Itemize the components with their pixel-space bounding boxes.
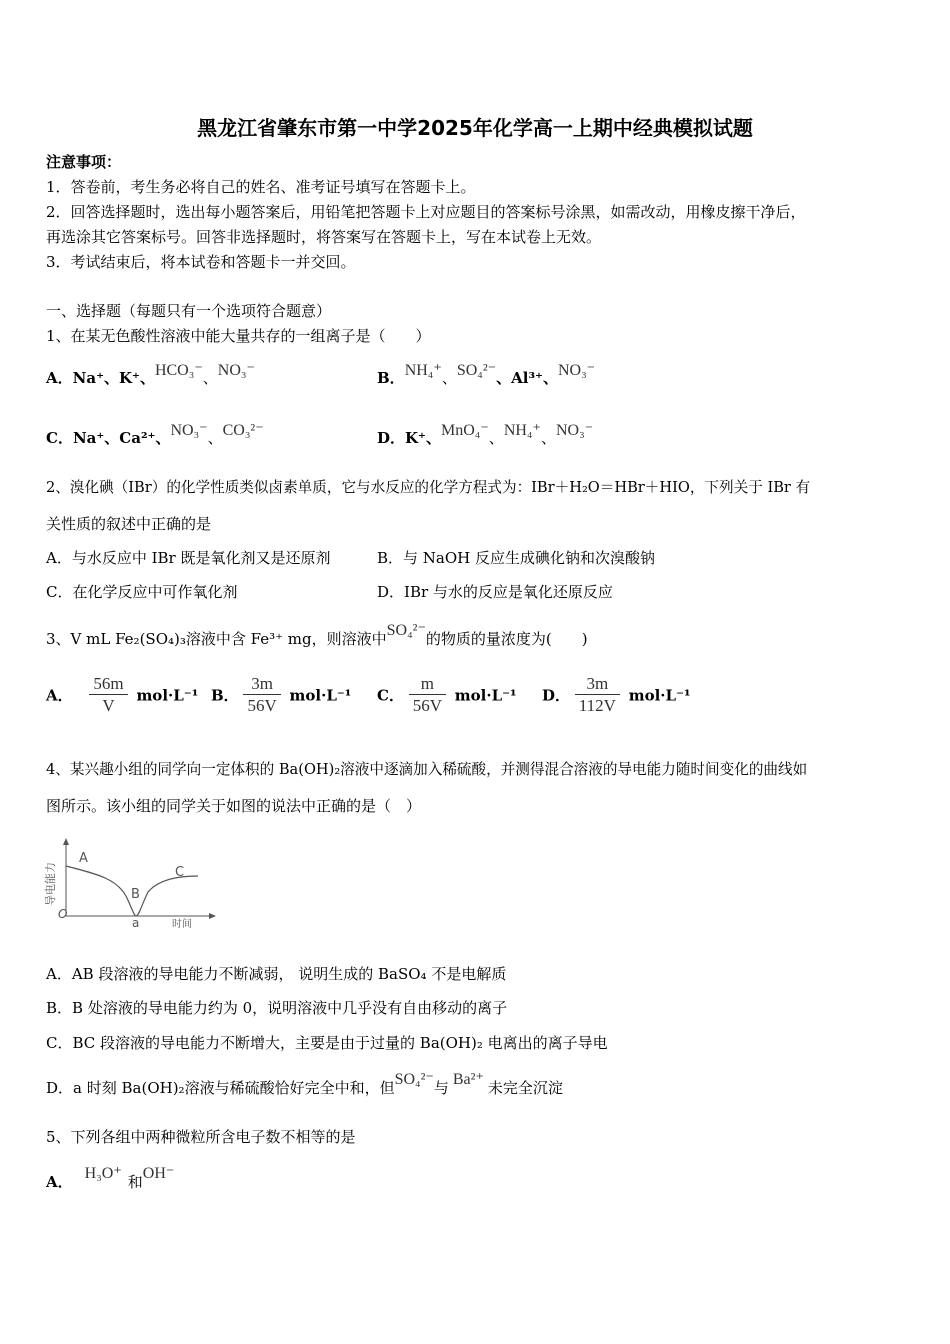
graph-x-label: 时间 xyxy=(172,919,192,930)
q1-a-ions: Na⁺、K⁺、 xyxy=(72,369,155,387)
q3-stem-pre: 3、V mL Fe₂(SO₄)₃溶液中含 Fe³⁺ mg，则溶液中 xyxy=(46,630,387,648)
q5-a-formula-2: OH⁻ xyxy=(142,1165,175,1182)
q1-c-ions: Na⁺、Ca²⁺、 xyxy=(72,429,171,447)
q2-option-a[interactable]: A．与水反应中 IBr 既是氧化剂又是还原剂 xyxy=(46,549,331,567)
q1-option-c[interactable] xyxy=(46,422,264,449)
q1-b-formula-1: NH₄⁺ xyxy=(404,362,442,379)
q1-a-formula-2: NO₃⁻ xyxy=(217,362,255,379)
q3-stem-ion: SO₄²⁻ xyxy=(386,622,426,639)
q1-a-formula-1: HCO₃⁻ xyxy=(154,362,203,379)
notice-item-2a: 2．回答选择题时，选出每小题答案后，用铅笔把答题卡上对应题目的答案标号涂黑，如需改动，用橡皮擦干净后， xyxy=(46,203,806,221)
q3-stem-post: 的物质的量浓度为( ) xyxy=(425,630,588,648)
q4-d-pre: D．a 时刻 Ba(OH)₂溶液与稀硫酸恰好完全中和，但 xyxy=(46,1079,395,1097)
graph-point-a-label: a xyxy=(132,916,140,930)
q3-a-label: A． xyxy=(46,686,73,705)
q2-stem-2: 关性质的叙述中正确的是 xyxy=(46,515,212,533)
q3-option-a[interactable] xyxy=(46,674,198,717)
q3-stem xyxy=(46,622,588,650)
q1-option-a[interactable] xyxy=(46,362,255,389)
q4-d-ion-1: SO₄²⁻ xyxy=(394,1071,434,1088)
notice-heading: 注意事项： xyxy=(46,153,122,171)
q4-d-post: 未完全沉淀 xyxy=(487,1079,563,1097)
graph-label-A: A xyxy=(79,851,88,866)
q1-c-label: C． xyxy=(46,429,73,447)
q1-d-sep-1: 、 xyxy=(488,429,504,447)
q5-stem: 5、下列各组中两种微粒所含电子数不相等的是 xyxy=(46,1128,356,1146)
q3-b-unit: mol·L⁻¹ xyxy=(289,686,352,705)
q3-d-label: D． xyxy=(542,686,571,705)
q5-a-label: A． xyxy=(46,1173,73,1191)
q1-option-b[interactable] xyxy=(377,362,596,389)
q3-c-numerator: m xyxy=(409,674,446,695)
q4-d-ion-2: Ba²⁺ xyxy=(452,1071,484,1088)
conductivity-graph xyxy=(46,836,222,936)
q3-d-fraction xyxy=(575,674,620,717)
notice-item-2b: 再选涂其它答案标号。回答非选择题时，将答案写在答题卡上，写在本试卷上无效。 xyxy=(46,228,602,246)
q3-a-unit: mol·L⁻¹ xyxy=(136,686,199,705)
graph-x-arrow xyxy=(209,913,216,919)
q3-d-unit: mol·L⁻¹ xyxy=(628,686,691,705)
section-heading: 一、选择题（每题只有一个选项符合题意） xyxy=(46,302,332,320)
q3-c-denominator: 56V xyxy=(412,696,443,715)
graph-origin-label: O xyxy=(58,907,68,921)
q1-b-label: B． xyxy=(377,369,405,387)
q1-d-ions: K⁺、 xyxy=(405,429,441,447)
graph-y-arrow xyxy=(63,838,69,845)
q1-a-sep: 、 xyxy=(202,369,218,387)
q3-c-fraction xyxy=(409,674,446,717)
q5-a-mid: 和 xyxy=(127,1173,143,1191)
q1-d-sep-2: 、 xyxy=(540,429,556,447)
q4-stem-1: 4、某兴趣小组的同学向一定体积的 Ba(OH)₂溶液中逐滴加入稀硫酸，并测得混合溶液的导电能力随时间变化的曲线如 xyxy=(46,761,808,778)
q5-option-a[interactable] xyxy=(46,1165,175,1193)
q3-a-denominator: V xyxy=(102,696,115,715)
q3-b-denominator: 56V xyxy=(247,696,277,715)
q3-d-numerator: 3m xyxy=(575,674,620,695)
q2-option-d[interactable]: D．IBr 与水的反应是氧化还原反应 xyxy=(377,583,613,601)
q4-option-a[interactable]: A．AB 段溶液的导电能力不断减弱， 说明生成的 BaSO₄ 不是电解质 xyxy=(46,965,507,983)
q1-b-ions: 、Al³⁺、 xyxy=(496,369,558,387)
q4-option-d[interactable] xyxy=(46,1071,563,1099)
q3-c-label: C． xyxy=(377,686,404,705)
q3-b-label: B． xyxy=(211,686,239,705)
graph-label-B: B xyxy=(131,887,140,902)
q1-b-formula-2: SO₄²⁻ xyxy=(456,362,497,379)
q1-stem: 1、在某无色酸性溶液中能大量共存的一组离子是（ ） xyxy=(46,327,431,345)
graph-label-C: C xyxy=(175,865,185,880)
q4-option-b[interactable]: B．B 处溶液的导电能力约为 0，说明溶液中几乎没有自由移动的离子 xyxy=(46,999,508,1017)
notice-item-1: 1．答卷前，考生务必将自己的姓名、准考证号填写在答题卡上。 xyxy=(46,178,476,196)
q1-d-formula-3: NO₃⁻ xyxy=(555,422,594,439)
graph-y-label: 导电能力 xyxy=(44,862,57,906)
q1-d-formula-1: MnO₄⁻ xyxy=(440,422,489,439)
exam-title: 黑龙江省肇东市第一中学2025年化学高一上期中经典模拟试题 xyxy=(197,116,753,140)
q1-option-d[interactable] xyxy=(377,422,594,449)
q3-option-b[interactable] xyxy=(211,674,351,717)
q1-d-label: D． xyxy=(377,429,406,447)
q3-a-numerator: 56m xyxy=(89,674,127,695)
q5-a-formula-1: H₃O⁺ xyxy=(84,1165,122,1182)
q2-option-c[interactable]: C．在化学反应中可作氧化剂 xyxy=(46,583,238,601)
q4-option-c[interactable]: C．BC 段溶液的导电能力不断增大，主要是由于过量的 Ba(OH)₂ 电离出的离子导电 xyxy=(46,1034,608,1052)
q3-c-unit: mol·L⁻¹ xyxy=(454,686,517,705)
q1-d-formula-2: NH₄⁺ xyxy=(503,422,541,439)
q1-c-sep: 、 xyxy=(207,429,223,447)
q2-option-b[interactable]: B．与 NaOH 反应生成碘化钠和次溴酸钠 xyxy=(377,549,656,567)
q4-stem-2: 图所示。该小组的同学关于如图的说法中正确的是（ ） xyxy=(46,797,422,815)
q3-d-denominator: 112V xyxy=(578,696,616,715)
q1-c-formula-1: NO₃⁻ xyxy=(170,422,208,439)
q3-a-fraction xyxy=(89,674,127,717)
q3-option-d[interactable] xyxy=(542,674,691,717)
q2-stem-1: 2、溴化碘（IBr）的化学性质类似卤素单质，它与水反应的化学方程式为：IBr＋H₂O＝HBr＋HIO，下列关于 IBr 有 xyxy=(46,479,811,496)
q3-option-c[interactable] xyxy=(377,674,517,717)
q1-a-label: A． xyxy=(46,369,73,387)
q1-b-formula-3: NO₃⁻ xyxy=(557,362,596,379)
notice-item-3: 3．考试结束后，将本试卷和答题卡一并交回。 xyxy=(46,253,356,271)
q1-c-formula-2: CO₃²⁻ xyxy=(222,422,264,439)
q4-d-mid: 与 xyxy=(433,1079,449,1097)
q1-b-sep-1: 、 xyxy=(441,369,457,387)
q3-b-fraction xyxy=(243,674,280,717)
q3-b-numerator: 3m xyxy=(243,674,280,695)
